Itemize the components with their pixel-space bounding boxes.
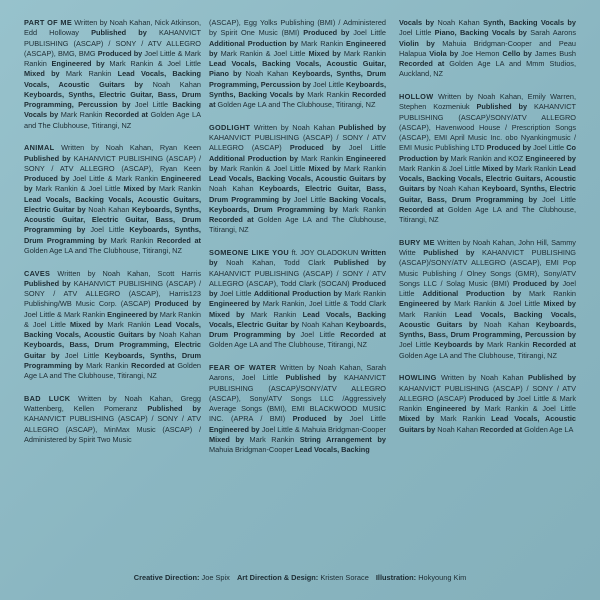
credit-role: Lead Vocals, Backing — [294, 445, 370, 454]
credit-role: Lead Vocals, Backing Vocals, Acoustic Guitar, Piano by — [209, 59, 386, 79]
credit-text: Mark Rankin, Joel Little & Todd Clark — [262, 299, 387, 309]
credit-role: Produced by — [486, 143, 532, 153]
credit-role: Published by — [476, 102, 528, 112]
credit-text: KAHANVICT PUBLISHING (ASCAP)/SONY/ATV ALLEGRO (ASCAP), Havenwood House / Prescription Songs (ASCAP), EMI April Music Inc. obo Nyankingmusic / EMI Music Publishing LTD — [399, 102, 576, 153]
credit-role: Mixed by — [69, 319, 104, 329]
credit-text: Mark Rankin — [300, 38, 344, 48]
credit-role: Published by — [338, 122, 386, 132]
credit-text: Golden Age LA and Mmm Studios, Auckland, NZ — [399, 59, 576, 79]
credit-text: Golden Age LA and The Clubhouse, Titirangi, NZ — [399, 350, 557, 360]
credit-text: Joel Little — [399, 28, 432, 38]
credit-text: Golden Age LA and The Clubhouse, Titirangi, NZ — [217, 100, 376, 109]
credit-role: Produced by — [209, 278, 386, 298]
credit-role: Published by — [423, 248, 475, 257]
credit-text: Joel Little & Mark Rankin — [399, 393, 576, 413]
credit-role: Additional Production by — [422, 289, 522, 298]
song-title: HOLLOW — [399, 92, 434, 101]
credit-role: Keyboards, Synths, Drum Programming, Percussion by — [209, 69, 387, 89]
credit-role: Engineered by — [399, 299, 451, 309]
credit-text: Mark Rankin & Joel Little — [484, 404, 576, 413]
credit-role: Written by — [209, 248, 386, 268]
credit-role: Published by — [24, 278, 71, 288]
credit-text: Written by Noah Kahan, Ryan Keen — [61, 143, 201, 153]
credit-text: Joel Little — [349, 414, 386, 424]
credit-text: (ASCAP), Egg Yolks Publishing (BMI) / Administered by Spirit One Music (BMI) — [209, 18, 386, 38]
credit-role: Piano, Backing Vocals by — [434, 28, 527, 38]
credit-text: Mark Rankin & Joel Little — [24, 309, 201, 329]
credit-role: Produced by — [97, 48, 143, 58]
credit-text: Mark Rankin — [343, 163, 386, 173]
credit-text: KAHANVICT PUBLISHING (ASCAP) / SONY / ATV ALLEGRO (ASCAP), Todd Clark (SOCAN) — [209, 268, 386, 288]
song-title: HOWLING — [399, 373, 437, 383]
credit-text: Mahuia Bridgman-Cooper and Peau Halapua — [399, 38, 576, 58]
credit-text: Mark Rankin & Joel Little — [220, 48, 306, 58]
credit-text: Joel Little — [312, 79, 344, 89]
credit-role: Engineered by — [209, 424, 260, 434]
credit-text: Written by Noah Kahan, Sarah Aarons, Joel Little — [209, 363, 386, 383]
credit-role: Recorded at — [209, 89, 386, 109]
footer-name: Joe Spix — [201, 573, 230, 582]
credits-column-3 — [399, 18, 576, 447]
credits-column-2 — [209, 18, 386, 468]
footer-name: Hokyoung Kim — [418, 573, 467, 582]
credit-role: Lead Vocals, Backing Vocals, Electric Guitar by — [209, 309, 386, 329]
song-credit — [399, 238, 576, 361]
credit-text: Noah Kahan, Todd Clark — [226, 258, 326, 268]
credit-text: Mark Rankin — [342, 204, 386, 214]
credit-text: ft. JOY OLADOKUN — [291, 248, 359, 257]
credit-text: Mark Rankin — [65, 69, 112, 79]
credit-role: Recorded at — [156, 235, 201, 245]
credit-role: Produced by — [154, 299, 201, 309]
credit-role: String Arrangement by — [299, 434, 386, 444]
credit-text: Noah Kahan — [88, 204, 130, 214]
credit-role: Co Production by — [399, 143, 576, 163]
credit-role: Recorded at — [209, 215, 254, 224]
credit-role: Produced by — [289, 143, 341, 153]
credit-role: Published by — [333, 258, 386, 268]
credit-role: Mixed by — [308, 163, 341, 173]
song-title: BURY ME — [399, 237, 435, 247]
song-title: CAVES — [24, 268, 51, 278]
credit-text: Mark Rankin & Joel Little — [399, 163, 481, 173]
credit-text: Mark Rankin — [399, 309, 447, 319]
credit-continuation — [399, 18, 576, 80]
credit-text: Golden Age LA and The Clubhouse, Titirangi, NZ — [209, 340, 367, 350]
footer-role: Creative Direction: — [133, 573, 200, 582]
credit-text: Mark Rankin — [107, 319, 151, 329]
credit-text: Mark Rankin — [250, 309, 297, 319]
credit-role: Mixed by — [209, 434, 244, 444]
song-title: GODLIGHT — [209, 122, 251, 132]
credit-role: Keyboards, Synths, Electric Guitar, Bass, Drum Programming, Percussion by — [24, 89, 201, 109]
credit-role: Violin by — [399, 38, 435, 48]
credit-role: Lead Vocals, Backing Vocals, Acoustic Guitars by — [24, 319, 201, 339]
credit-role: Published by — [285, 373, 337, 383]
credit-text: Joel Little — [353, 28, 386, 38]
credit-role: Lead Vocals, Backing Vocals, Electric Guitars, Acoustic Guitars by — [399, 163, 576, 194]
credit-role: Produced by — [292, 414, 343, 424]
credit-role: Mixed by — [209, 309, 245, 319]
credit-text: Joel Little — [399, 340, 432, 350]
credit-role: Keyboards, Synths, Bass, Drum Programming, Percussion by — [399, 319, 576, 339]
song-credit — [209, 363, 386, 455]
credit-text: Written by Noah Kahan — [253, 122, 335, 132]
credit-role: Lead Vocals, Acoustic Guitars by — [399, 414, 577, 434]
credit-text: Noah Kahan — [437, 18, 480, 27]
credit-role: Engineered by — [24, 174, 201, 194]
credit-text: Noah Kahan — [152, 79, 202, 89]
credit-text: Joel Little & Mahuia Bridgman-Cooper — [261, 424, 386, 434]
credit-text: Noah Kahan — [301, 319, 344, 329]
credit-text: Noah Kahan — [438, 184, 480, 194]
credit-text: KAHANVICT PUBLISHING (ASCAP)/SONY/ATV ALLEGRO (ASCAP), Sony/ATV Songs LLC /Aggressively Average Songs (BMI), EMI BLACKWOOD MUSIC INC. (APRA / BMI) — [209, 373, 386, 424]
credit-role: Additional Production by — [209, 153, 299, 163]
credit-text: Mark Rankin — [86, 360, 129, 370]
credit-text: Sarah Aarons — [530, 28, 576, 38]
credit-role: Published by — [91, 28, 147, 38]
credit-role: Keyboards, Synths, Drum Programming by — [24, 350, 201, 370]
footer-role: Art Direction & Design: — [236, 573, 319, 582]
song-title: PART OF ME — [24, 18, 73, 27]
credit-text: Noah Kahan — [484, 319, 530, 329]
credit-role: Produced by — [469, 393, 515, 403]
credit-role: Keyboards, Synths, Backing Vocals by — [209, 79, 386, 99]
credit-role: Vocals by — [399, 18, 435, 27]
credit-role: Mixed by — [308, 48, 341, 58]
credit-text: Mark Rankin — [515, 163, 557, 173]
credit-text: Written by Noah Kahan, Nick Atkinson, Edd Holloway — [24, 18, 201, 38]
footer-role: Illustration: — [375, 573, 417, 582]
credit-text: KAHANVICT PUBLISHING (ASCAP) / SONY / ATV ALLEGRO (ASCAP), Harris123 Publishing/WB Music Corp. (ASCAP) — [24, 278, 201, 309]
credit-text: Mark Rankin — [60, 110, 103, 120]
credit-role: Lead Vocals, Backing Vocals, Acoustic Guitars by — [399, 309, 576, 329]
credit-role: Engineered by — [209, 299, 261, 309]
credit-role: Cello by — [502, 48, 532, 58]
credit-text: Written by Noah Kahan, Gregg Wattenberg, Kellen Pomeranz — [24, 393, 201, 413]
credit-text: Joel Little — [220, 289, 252, 298]
credit-text: Joel Little — [293, 194, 326, 204]
credit-text: Joel Little — [64, 350, 100, 360]
credit-role: Recorded at — [399, 204, 444, 214]
credit-text: Joel Little — [348, 143, 386, 153]
credit-role: Mixed by — [543, 299, 576, 309]
credit-continuation — [209, 18, 386, 110]
credit-role: Additional Production by — [253, 289, 342, 298]
credit-role: Recorded at — [131, 360, 175, 370]
credit-role: Mixed by — [24, 69, 60, 79]
credit-text: Noah Kahan — [437, 424, 478, 434]
credit-role: Engineered by — [525, 153, 576, 163]
footer-name: Kristen Sorace — [320, 573, 369, 582]
credit-role: Produced by — [24, 174, 70, 183]
credit-text: KAHANVICT PUBLISHING (ASCAP)/SONY/ATV ALLEGRO (ASCAP), EMI Pop Music Publishing / Olney Songs (GMR), Sony/ATV Songs LLC / Solag Music (BMI) — [399, 248, 576, 288]
credit-role: Synth, Backing Vocals by — [483, 18, 576, 27]
credit-role: Mixed by — [482, 163, 514, 173]
credit-text: Joel Little — [399, 278, 576, 298]
credit-role: Additional Production by — [209, 38, 299, 48]
song-title: SOMEONE LIKE YOU — [209, 248, 290, 257]
credit-text: Mark Rankin — [343, 48, 386, 58]
credit-role: Recorded at — [532, 340, 576, 350]
song-title: BAD LUCK — [24, 393, 71, 403]
song-credit — [24, 143, 201, 256]
credit-text: Golden Age LA and The Clubhouse, Titirangi, NZ — [399, 204, 576, 224]
credit-role: Published by — [527, 373, 576, 383]
credit-role: Engineered by — [426, 404, 480, 413]
credit-role: Backing Vocals, Keyboards, Drum Programming by — [209, 194, 386, 214]
credit-text: Mark Rankin — [344, 289, 386, 298]
credit-text: Mahuia Bridgman-Cooper — [209, 445, 293, 454]
credit-role: Keyboards, Synths, Acoustic Guitar, Electric Guitar, Bass, Drum Programming by — [24, 204, 201, 235]
credit-role: Published by — [147, 404, 201, 413]
credit-role: Keyboards, Electric Guitar, Bass, Drum Programming by — [209, 184, 386, 204]
credit-text: Mark Rankin — [300, 153, 344, 163]
credit-role: Engineered by — [209, 38, 386, 58]
song-credit — [209, 248, 386, 351]
credit-role: Keyboards, Bass, Drum Programming, Electric Guitar by — [24, 340, 201, 360]
credit-text: KAHANVICT PUBLISHING (ASCAP) / SONY / ATV ALLEGRO (ASCAP) — [209, 133, 386, 153]
credit-text: Joel Little — [90, 225, 125, 235]
credit-role: Lead Vocals, Backing Vocals, Acoustic Guitars, Electric Guitar by — [24, 194, 201, 214]
credit-text: Written by Noah Kahan, Emily Warren, Stephen Kozmeniuk — [399, 92, 576, 112]
credit-text: Noah Kahan — [158, 330, 201, 339]
credit-role: Produced by — [512, 278, 559, 288]
credit-role: Lead Vocals, Backing Vocals, Acoustic Guitars by — [209, 174, 386, 183]
credit-text: James Bush — [534, 48, 576, 58]
credit-text: Golden Age LA and The Clubhouse, Titirangi, NZ — [24, 360, 201, 380]
credit-text: Written by Noah Kahan, Scott Harris — [57, 268, 201, 278]
credit-role: Keyboard, Synths, Electric Guitar, Bass, Drum Programming by — [399, 184, 576, 204]
credit-text: Joel Little — [134, 100, 169, 109]
credit-role: Backing Vocals by — [24, 100, 201, 120]
credit-text: Mark Rankin — [110, 235, 154, 245]
credit-text: Noah Kahan — [245, 69, 289, 79]
credit-role: Mixed by — [399, 414, 435, 424]
credit-text: Mark Rankin & Joel Little — [454, 299, 541, 309]
credits-column-1 — [24, 18, 201, 458]
credit-text: KAHANVICT PUBLISHING (ASCAP) / SONY / ATV ALLEGRO (ASCAP), Ryan Keen — [24, 153, 201, 173]
credit-text: Joel Little — [533, 143, 565, 153]
song-title: FEAR OF WATER — [209, 363, 277, 372]
credit-text: Mark Rankin — [487, 340, 530, 350]
credit-text: Noah Kahan — [209, 184, 254, 194]
credit-text: Mark Rankin & Joel Little — [220, 163, 306, 173]
credit-text: Joel Little — [542, 194, 576, 204]
song-credit — [209, 123, 386, 236]
credit-role: Viola by — [429, 48, 459, 58]
credit-role: Lead Vocals, Backing Vocals, Acoustic Guitars by — [24, 69, 201, 89]
song-credit — [24, 269, 201, 382]
credit-role: Engineered by — [209, 153, 386, 173]
song-credit — [24, 18, 201, 131]
credit-role: Keyboards by — [434, 340, 484, 350]
credit-text: Joel Little & Mark Rankin — [72, 174, 158, 183]
song-credit — [24, 394, 201, 445]
credit-role: Recorded at — [340, 330, 386, 339]
credit-role: Engineered by — [107, 309, 158, 319]
song-credit — [399, 373, 576, 435]
credit-text: Mark Rankin — [249, 434, 295, 444]
credit-text: Mark Rankin — [158, 184, 201, 194]
credit-text: Mark Rankin — [307, 89, 350, 99]
credit-role: Recorded at — [479, 424, 523, 434]
credit-text: Joe Hemon — [461, 48, 500, 58]
credit-text: Mark Rankin and KOZ — [450, 153, 524, 163]
credit-text: Mark Rankin — [440, 414, 486, 424]
credit-text: KAHANVICT PUBLISHING (ASCAP) / SONY / ATV ALLEGRO (ASCAP), MinMax Music (ASCAP) / Administered by Spirit Two Music — [24, 414, 201, 444]
credit-role: Produced by — [303, 28, 350, 38]
credit-role: Keyboards, Drum Programming by — [209, 319, 386, 339]
credit-text: Mark Rankin & Joel Little — [109, 59, 201, 68]
credit-text: Mark Rankin & Joel Little — [35, 184, 121, 194]
credit-role: Keyboards, Synths, Drum Programming by — [24, 225, 201, 245]
credit-text: Golden Age LA and The Clubhouse, Titirangi, NZ — [24, 110, 201, 130]
credit-text: Golden Age LA — [524, 424, 574, 434]
credit-role: Recorded at — [399, 59, 445, 68]
credit-text: KAHANVICT PUBLISHING (ASCAP) / SONY / ATV ALLEGRO (ASCAP), BMG, BMG — [24, 28, 201, 58]
credit-role: Recorded at — [105, 110, 149, 120]
credit-text: Written by Noah Kahan, John Hill, Sammy Witte — [399, 237, 576, 257]
credit-role: Engineered by — [51, 59, 105, 68]
credit-text: Joel Little — [300, 330, 335, 339]
credit-text: Written by Noah Kahan — [440, 373, 524, 383]
credit-role: Mixed by — [123, 184, 156, 194]
credit-role: Published by — [24, 153, 71, 163]
design-credits-footer — [0, 573, 600, 583]
credit-text: Golden Age LA and The Clubhouse, Titirangi, NZ — [209, 215, 386, 235]
song-title: ANIMAL — [24, 143, 55, 153]
credit-text: Joel Little & Mark Rankin — [24, 309, 106, 319]
credit-text: Mark Rankin — [528, 289, 576, 298]
credit-text: KAHANVICT PUBLISHING (ASCAP) / SONY / ATV ALLEGRO (ASCAP) — [399, 383, 576, 403]
credit-text: Golden Age LA and The Clubhouse, Titirangi, NZ — [24, 245, 182, 255]
credit-text: Joel Little & Mark Rankin — [24, 48, 201, 68]
song-credit — [399, 92, 576, 225]
